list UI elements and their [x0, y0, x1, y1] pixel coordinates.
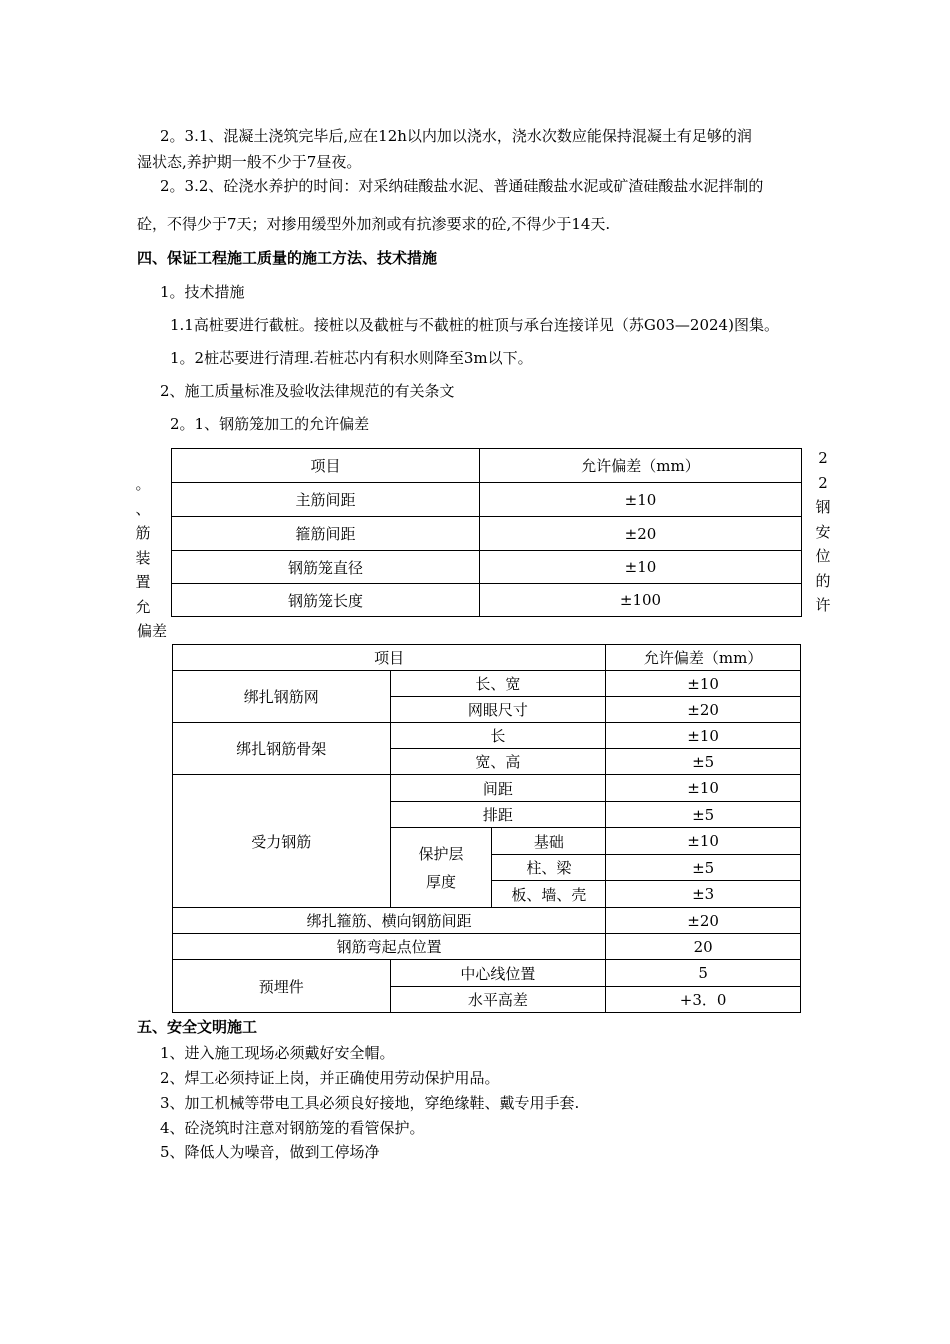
list-item: 4、砼浇筑时注意对钢筋笼的看管保护。: [160, 1119, 425, 1137]
para-2-3-2-line1: 2。3.2、砼浇水养护的时间：对采纳硅酸盐水泥、普通硅酸盐水泥或矿渣硅酸盐水泥拌制的: [160, 177, 764, 195]
cell-item: 板、墙、壳: [492, 881, 606, 908]
cell-tolerance: ±5: [606, 855, 801, 881]
table-row: [172, 517, 802, 551]
cell-tolerance: ±10: [606, 723, 801, 749]
cell-tolerance: ±100: [480, 584, 802, 617]
cell-item: 网眼尺寸: [390, 697, 606, 723]
header-tolerance: 允许偏差（mm）: [480, 449, 802, 483]
cell-category: 受力钢筋: [173, 775, 391, 908]
list-item: 1、进入施工现场必须戴好安全帽。: [160, 1044, 395, 1062]
cell-tolerance: ±5: [606, 802, 801, 828]
side-left-char: 筋: [135, 524, 151, 542]
table-row: [173, 671, 801, 697]
cell-category: 绑扎钢筋网: [173, 671, 391, 723]
para-2-3-1-line1: 2。3.1、混凝土浇筑完毕后,应在12h以内加以浇水，浇水次数应能保持混凝土有足够的润: [160, 127, 752, 145]
cell-tolerance: ±10: [480, 551, 802, 584]
table-row: [173, 934, 801, 960]
side-right-char: 许: [815, 596, 831, 614]
side-left-char: 允: [135, 597, 151, 616]
cell-item: 柱、梁: [492, 855, 606, 881]
cell-item: 排距: [390, 802, 606, 828]
table-header-row: [173, 645, 801, 671]
cell-item: 宽、高: [390, 749, 606, 775]
cage-tolerance-table: [171, 448, 802, 617]
para-2-1: 2。1、钢筋笼加工的允许偏差: [170, 415, 370, 433]
cell-item: 钢筋弯起点位置: [173, 934, 606, 960]
side-right-char: 安: [815, 522, 831, 541]
cell-item: 主筋间距: [172, 483, 480, 517]
table-row: [173, 960, 801, 987]
cell-tolerance: ±3: [606, 881, 801, 908]
cover-label-line1: 保护层: [418, 844, 464, 863]
side-left-char: 、: [135, 499, 151, 518]
cell-tolerance: ±10: [606, 671, 801, 697]
header-item: 项目: [172, 449, 480, 483]
cell-tolerance: ±5: [606, 749, 801, 775]
cell-category: 绑扎钢筋骨架: [173, 723, 391, 775]
cell-tolerance: +3．0: [606, 987, 801, 1013]
table-row: [172, 584, 802, 617]
cell-tolerance: 20: [606, 934, 801, 960]
cell-item: 水平高差: [390, 987, 606, 1013]
cell-item: 中心线位置: [390, 960, 606, 987]
cell-category: 预埋件: [173, 960, 391, 1013]
list-item: 2、焊工必须持证上岗，并正确使用劳动保护用品。: [160, 1069, 500, 1087]
table-row: [172, 551, 802, 584]
install-tolerance-table: [172, 644, 801, 1013]
cell-item: 箍筋间距: [172, 517, 480, 551]
cell-item: 长: [390, 723, 606, 749]
cell-item: 长、宽: [390, 671, 606, 697]
header-tolerance: 允许偏差（mm）: [606, 645, 801, 671]
side-right-char: 位: [815, 547, 831, 565]
list-item: 5、降低人为噪音，做到工停场净: [160, 1143, 380, 1161]
cell-item: 间距: [390, 775, 606, 802]
table-row: [172, 483, 802, 517]
cell-item: 钢筋笼长度: [172, 584, 480, 617]
cell-tolerance: ±10: [480, 483, 802, 517]
side-left-char: 偏差: [137, 622, 168, 640]
heading-section-5: 五、安全文明施工: [137, 1018, 258, 1036]
cell-subcategory-cover: [390, 828, 492, 908]
cell-tolerance: ±10: [606, 828, 801, 855]
para-1-2: 1。2桩芯要进行清理.若桩芯内有积水则降至3m以下。: [170, 349, 533, 367]
cell-item: 基础: [492, 828, 606, 855]
para-1-1: 1.1高桩要进行截桩。接桩以及截桩与不截桩的桩顶与承台连接详见（苏G03—2024)图集。: [170, 316, 779, 334]
table-row: [173, 775, 801, 802]
cell-tolerance: ±20: [480, 517, 802, 551]
heading-section-4: 四、保证工程施工质量的施工方法、技术措施: [137, 249, 438, 267]
para-2-3-2-line2: 砼，不得少于7天；对掺用缓型外加剂或有抗渗要求的砼,不得少于14天.: [137, 215, 611, 233]
side-right-char: 钢: [815, 498, 831, 516]
list-item: 3、加工机械等带电工具必须良好接地，穿绝缘鞋、戴专用手套.: [160, 1094, 580, 1112]
side-right-char: 的: [815, 571, 831, 590]
side-right-char: 2: [818, 449, 828, 467]
header-item: 项目: [173, 645, 606, 671]
table-row: [173, 723, 801, 749]
subheading-tech-measures: 1。技术措施: [160, 283, 245, 301]
side-right-char: 2: [818, 473, 828, 492]
para-2-3-1-line2: 湿状态,养护期一般不少于7昼夜。: [137, 153, 362, 171]
cell-tolerance: ±20: [606, 697, 801, 723]
side-left-char: 置: [135, 573, 151, 591]
cell-tolerance: 5: [606, 960, 801, 987]
subheading-quality-standards: 2、施工质量标准及验收法律规范的有关条文: [160, 382, 455, 400]
cell-tolerance: ±10: [606, 775, 801, 802]
table-header-row: [172, 449, 802, 483]
side-left-char: 。: [135, 475, 151, 493]
table-row: [173, 908, 801, 934]
side-left-char: 装: [135, 548, 151, 567]
side-text-right: [813, 446, 833, 618]
cell-tolerance: ±20: [606, 908, 801, 934]
cell-item: 钢筋笼直径: [172, 551, 480, 584]
cell-item: 绑扎箍筋、横向钢筋间距: [173, 908, 606, 934]
cover-label-line2: 厚度: [426, 872, 457, 891]
side-text-left: [133, 472, 168, 644]
